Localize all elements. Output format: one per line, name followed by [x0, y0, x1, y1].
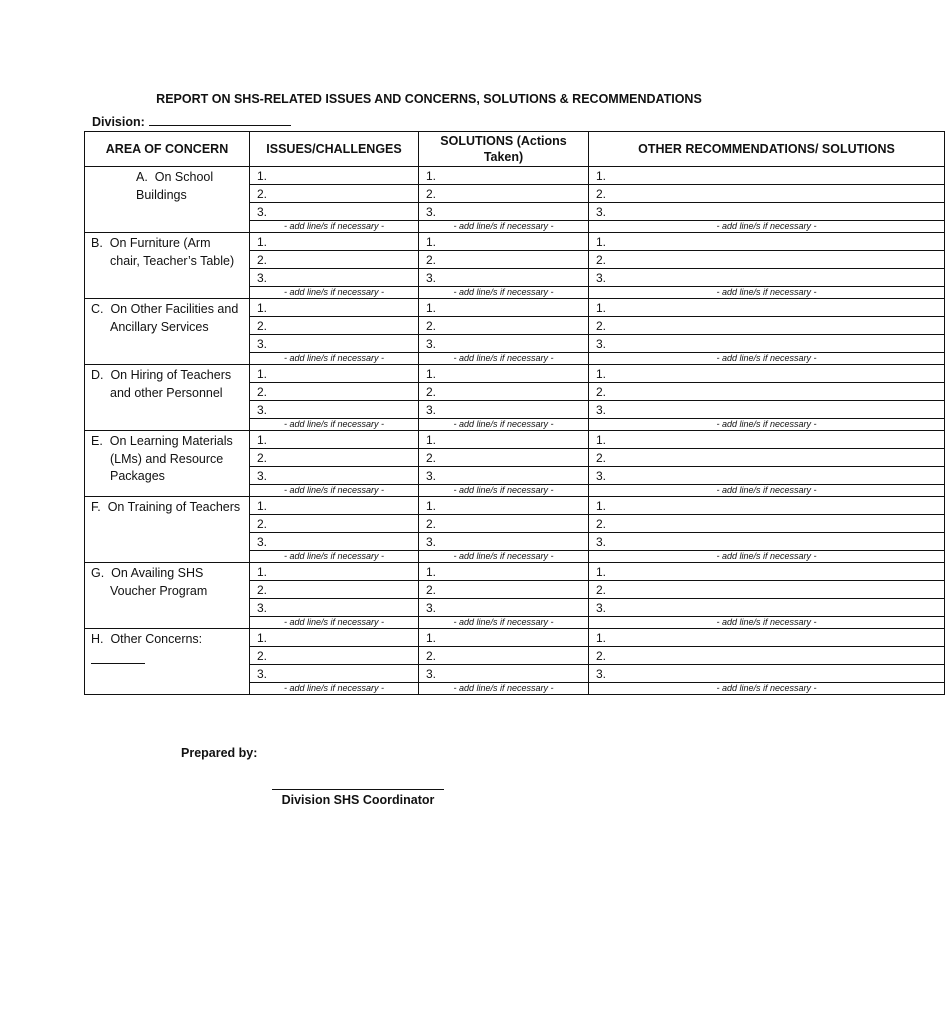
- issues-entry-2[interactable]: 2.: [250, 383, 419, 401]
- area-of-concern-cell: [85, 233, 250, 299]
- recommendations-entry-1[interactable]: 1.: [589, 629, 945, 647]
- solutions-entry-2[interactable]: 2.: [419, 515, 589, 533]
- recommendations-entry-1[interactable]: 1.: [589, 563, 945, 581]
- area-label: [91, 499, 243, 517]
- header-issues-challenges: ISSUES/CHALLENGES: [250, 132, 419, 167]
- area-letter: B.: [91, 236, 103, 250]
- solutions-entry-2[interactable]: 2.: [419, 317, 589, 335]
- solutions-entry-2[interactable]: 2.: [419, 251, 589, 269]
- add-line-note: - add line/s if necessary -: [250, 419, 419, 431]
- solutions-entry-1[interactable]: 1.: [419, 233, 589, 251]
- area-label: [91, 367, 243, 402]
- table-row: [85, 167, 945, 185]
- solutions-entry-2[interactable]: 2.: [419, 581, 589, 599]
- add-line-note: - add line/s if necessary -: [589, 485, 945, 497]
- area-title: On Other Facilities and Ancillary Services: [110, 302, 239, 334]
- solutions-entry-2[interactable]: 2.: [419, 449, 589, 467]
- recommendations-entry-1[interactable]: 1.: [589, 365, 945, 383]
- table-body: [85, 167, 945, 695]
- issues-entry-1[interactable]: 1.: [250, 563, 419, 581]
- issues-entry-2[interactable]: 2.: [250, 185, 419, 203]
- add-line-note: - add line/s if necessary -: [589, 287, 945, 299]
- issues-entry-1[interactable]: 1.: [250, 299, 419, 317]
- add-line-note: - add line/s if necessary -: [419, 419, 589, 431]
- add-line-note: - add line/s if necessary -: [419, 485, 589, 497]
- add-line-note: - add line/s if necessary -: [589, 683, 945, 695]
- add-line-note: - add line/s if necessary -: [250, 617, 419, 629]
- area-label: [91, 235, 243, 270]
- table-row: [85, 233, 945, 251]
- recommendations-entry-3[interactable]: 3.: [589, 335, 945, 353]
- recommendations-entry-2[interactable]: 2.: [589, 251, 945, 269]
- recommendations-entry-3[interactable]: 3.: [589, 467, 945, 485]
- area-title: On School Buildings: [136, 170, 214, 202]
- solutions-entry-1[interactable]: 1.: [419, 629, 589, 647]
- solutions-entry-3[interactable]: 3.: [419, 335, 589, 353]
- solutions-entry-3[interactable]: 3.: [419, 533, 589, 551]
- area-label: [91, 301, 243, 336]
- solutions-entry-1[interactable]: 1.: [419, 167, 589, 185]
- area-of-concern-cell: [85, 497, 250, 563]
- area-title: On Furniture: [109, 236, 180, 250]
- add-line-note: - add line/s if necessary -: [250, 353, 419, 365]
- issues-entry-3[interactable]: 3.: [250, 467, 419, 485]
- issues-entry-3[interactable]: 3.: [250, 269, 419, 287]
- recommendations-entry-2[interactable]: 2.: [589, 647, 945, 665]
- area-of-concern-cell: [85, 365, 250, 431]
- recommendations-entry-2[interactable]: 2.: [589, 317, 945, 335]
- recommendations-entry-3[interactable]: 3.: [589, 401, 945, 419]
- other-concerns-blank-line[interactable]: [91, 649, 145, 664]
- issues-entry-2[interactable]: 2.: [250, 515, 419, 533]
- table-row: [85, 629, 945, 647]
- solutions-entry-3[interactable]: 3.: [419, 269, 589, 287]
- add-line-note: - add line/s if necessary -: [250, 221, 419, 233]
- prepared-by-label: Prepared by:: [181, 746, 258, 760]
- report-title: REPORT ON SHS-RELATED ISSUES AND CONCERNS, SOLUTIONS & RECOMMENDATIONS: [156, 92, 702, 106]
- recommendations-entry-3[interactable]: 3.: [589, 533, 945, 551]
- recommendations-entry-3[interactable]: 3.: [589, 665, 945, 683]
- solutions-entry-2[interactable]: 2.: [419, 383, 589, 401]
- recommendations-entry-1[interactable]: 1.: [589, 497, 945, 515]
- recommendations-entry-2[interactable]: 2.: [589, 185, 945, 203]
- solutions-entry-1[interactable]: 1.: [419, 431, 589, 449]
- add-line-note: - add line/s if necessary -: [419, 287, 589, 299]
- area-title: On Learning Materials (LMs) and Resource Packages: [109, 434, 233, 483]
- issues-entry-1[interactable]: 1.: [250, 497, 419, 515]
- area-title: On Hiring of Teachers and other Personnel: [110, 368, 232, 400]
- add-line-note: - add line/s if necessary -: [419, 551, 589, 563]
- recommendations-entry-1[interactable]: 1.: [589, 233, 945, 251]
- recommendations-entry-2[interactable]: 2.: [589, 449, 945, 467]
- add-line-note: - add line/s if necessary -: [419, 617, 589, 629]
- recommendations-entry-3[interactable]: 3.: [589, 203, 945, 221]
- table-row: [85, 497, 945, 515]
- area-label: [91, 433, 243, 486]
- area-label: [91, 169, 243, 204]
- issues-entry-2[interactable]: 2.: [250, 449, 419, 467]
- header-area-of-concern: AREA OF CONCERN: [85, 132, 250, 167]
- header-recommendations: OTHER RECOMMENDATIONS/ SOLUTIONS: [589, 132, 945, 167]
- issues-entry-1[interactable]: 1.: [250, 365, 419, 383]
- area-letter: E.: [91, 434, 103, 448]
- table-row: [85, 431, 945, 449]
- area-letter: H.: [91, 632, 104, 646]
- recommendations-entry-3[interactable]: 3.: [589, 599, 945, 617]
- recommendations-entry-1[interactable]: 1.: [589, 431, 945, 449]
- area-letter: F.: [91, 500, 101, 514]
- add-line-note: - add line/s if necessary -: [250, 287, 419, 299]
- issues-entry-3[interactable]: 3.: [250, 665, 419, 683]
- solutions-entry-3[interactable]: 3.: [419, 665, 589, 683]
- add-line-note: - add line/s if necessary -: [250, 551, 419, 563]
- issues-entry-1[interactable]: 1.: [250, 629, 419, 647]
- report-table-wrapper: [84, 131, 895, 721]
- add-line-note: - add line/s if necessary -: [589, 617, 945, 629]
- area-of-concern-cell: [85, 563, 250, 629]
- recommendations-entry-1[interactable]: 1.: [589, 299, 945, 317]
- area-of-concern-cell: [85, 299, 250, 365]
- area-title: On Availing SHS Voucher Program: [110, 566, 208, 598]
- recommendations-entry-2[interactable]: 2.: [589, 581, 945, 599]
- area-of-concern-cell: [85, 431, 250, 497]
- division-blank-line[interactable]: [149, 113, 291, 126]
- signatory-role: Division SHS Coordinator: [281, 793, 435, 807]
- add-line-note: - add line/s if necessary -: [419, 353, 589, 365]
- table-row: [85, 299, 945, 317]
- issues-entry-2[interactable]: 2.: [250, 317, 419, 335]
- solutions-entry-3[interactable]: 3.: [419, 401, 589, 419]
- division-field: [92, 113, 291, 129]
- division-label: Division:: [92, 115, 145, 129]
- issues-entry-2[interactable]: 2.: [250, 647, 419, 665]
- issues-entry-1[interactable]: 1.: [250, 233, 419, 251]
- add-line-note: - add line/s if necessary -: [589, 221, 945, 233]
- add-line-note: - add line/s if necessary -: [589, 551, 945, 563]
- add-line-note: - add line/s if necessary -: [250, 485, 419, 497]
- add-line-note: - add line/s if necessary -: [419, 683, 589, 695]
- signature-line[interactable]: [272, 789, 444, 790]
- area-label: [91, 631, 243, 649]
- report-table: [84, 131, 945, 695]
- area-subtitle: (Arm chair, Teacher’s Table): [110, 236, 235, 268]
- issues-entry-3[interactable]: 3.: [250, 599, 419, 617]
- solutions-entry-3[interactable]: 3.: [419, 599, 589, 617]
- issues-entry-3[interactable]: 3.: [250, 335, 419, 353]
- area-of-concern-cell: [85, 629, 250, 695]
- table-row: [85, 365, 945, 383]
- issues-entry-1[interactable]: 1.: [250, 431, 419, 449]
- recommendations-entry-3[interactable]: 3.: [589, 269, 945, 287]
- area-letter: D.: [91, 368, 104, 382]
- issues-entry-2[interactable]: 2.: [250, 251, 419, 269]
- solutions-entry-2[interactable]: 2.: [419, 185, 589, 203]
- header-solutions: SOLUTIONS (Actions Taken): [419, 132, 589, 167]
- issues-entry-1[interactable]: 1.: [250, 167, 419, 185]
- solutions-entry-1[interactable]: 1.: [419, 497, 589, 515]
- solutions-entry-3[interactable]: 3.: [419, 467, 589, 485]
- solutions-entry-2[interactable]: 2.: [419, 647, 589, 665]
- table-row: [85, 563, 945, 581]
- header-row: [85, 132, 945, 167]
- area-label: [91, 565, 243, 600]
- add-line-note: - add line/s if necessary -: [589, 419, 945, 431]
- recommendations-entry-2[interactable]: 2.: [589, 383, 945, 401]
- issues-entry-2[interactable]: 2.: [250, 581, 419, 599]
- issues-entry-3[interactable]: 3.: [250, 203, 419, 221]
- solutions-entry-1[interactable]: 1.: [419, 299, 589, 317]
- solutions-entry-1[interactable]: 1.: [419, 365, 589, 383]
- area-title: Other Concerns:: [110, 632, 203, 646]
- recommendations-entry-1[interactable]: 1.: [589, 167, 945, 185]
- issues-entry-3[interactable]: 3.: [250, 401, 419, 419]
- recommendations-entry-2[interactable]: 2.: [589, 515, 945, 533]
- area-of-concern-cell: [85, 167, 250, 233]
- add-line-note: - add line/s if necessary -: [419, 221, 589, 233]
- area-letter: G.: [91, 566, 105, 580]
- area-title: On Training of Teachers: [107, 500, 241, 514]
- solutions-entry-3[interactable]: 3.: [419, 203, 589, 221]
- area-letter: A.: [136, 170, 148, 184]
- add-line-note: - add line/s if necessary -: [589, 353, 945, 365]
- add-line-note: - add line/s if necessary -: [250, 683, 419, 695]
- solutions-entry-1[interactable]: 1.: [419, 563, 589, 581]
- issues-entry-3[interactable]: 3.: [250, 533, 419, 551]
- area-letter: C.: [91, 302, 104, 316]
